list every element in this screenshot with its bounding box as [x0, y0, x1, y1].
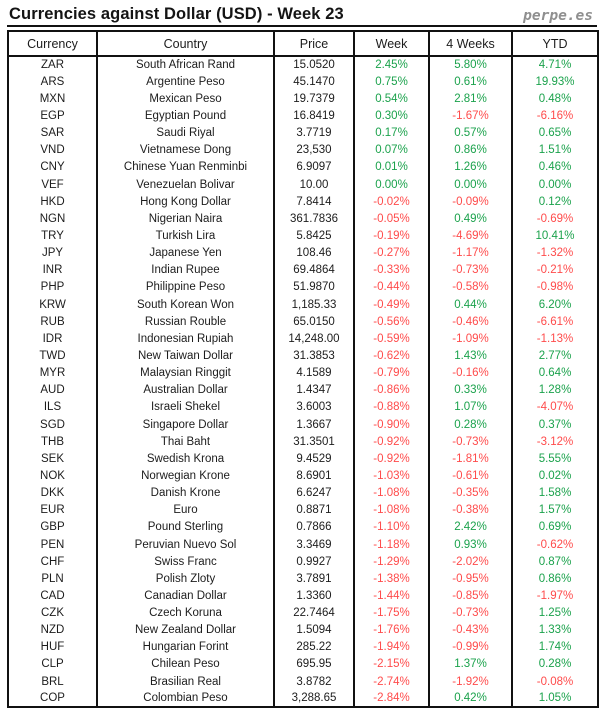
- table-row: [8, 296, 598, 313]
- currency-code-cell: ZAR: [8, 56, 97, 73]
- four-weeks-change-cell: 0.93%: [429, 536, 512, 553]
- price-cell: 108.46: [274, 245, 354, 262]
- week-change-cell: -1.76%: [354, 622, 429, 639]
- ytd-change-cell: -1.13%: [512, 330, 598, 347]
- week-change-cell: -1.38%: [354, 570, 429, 587]
- ytd-change-cell: 0.65%: [512, 125, 598, 142]
- site-logo: perpe.es: [523, 8, 593, 24]
- ytd-change-cell: 1.05%: [512, 690, 598, 707]
- table-row: [8, 553, 598, 570]
- week-change-cell: -0.79%: [354, 365, 429, 382]
- four-weeks-change-cell: 1.37%: [429, 656, 512, 673]
- country-cell: Peruvian Nuevo Sol: [97, 536, 274, 553]
- four-weeks-change-cell: -0.16%: [429, 365, 512, 382]
- four-weeks-change-cell: -1.67%: [429, 107, 512, 124]
- price-cell: 7.8414: [274, 193, 354, 210]
- currency-code-cell: NGN: [8, 210, 97, 227]
- table-row: [8, 330, 598, 347]
- price-cell: 5.8425: [274, 227, 354, 244]
- four-weeks-change-cell: 0.42%: [429, 690, 512, 707]
- country-cell: Vietnamese Dong: [97, 142, 274, 159]
- country-cell: Philippine Peso: [97, 279, 274, 296]
- ytd-change-cell: 0.02%: [512, 467, 598, 484]
- price-cell: 23,530: [274, 142, 354, 159]
- currency-code-cell: INR: [8, 262, 97, 279]
- currency-code-cell: EUR: [8, 502, 97, 519]
- ytd-change-cell: 1.58%: [512, 485, 598, 502]
- currency-code-cell: CZK: [8, 605, 97, 622]
- ytd-change-cell: 0.87%: [512, 553, 598, 570]
- country-cell: Israeli Shekel: [97, 399, 274, 416]
- currency-code-cell: HUF: [8, 639, 97, 656]
- currency-code-cell: RUB: [8, 313, 97, 330]
- price-cell: 1,185.33: [274, 296, 354, 313]
- country-cell: Venezuelan Bolivar: [97, 176, 274, 193]
- price-cell: 3.7891: [274, 570, 354, 587]
- currency-code-cell: MXN: [8, 90, 97, 107]
- four-weeks-change-cell: -2.02%: [429, 553, 512, 570]
- table-row: [8, 639, 598, 656]
- table-row: [8, 467, 598, 484]
- week-change-cell: 0.30%: [354, 107, 429, 124]
- ytd-change-cell: -0.21%: [512, 262, 598, 279]
- table-header-row: [8, 31, 598, 56]
- table-row: [8, 210, 598, 227]
- four-weeks-change-cell: 0.57%: [429, 125, 512, 142]
- week-change-cell: -0.59%: [354, 330, 429, 347]
- currency-code-cell: NZD: [8, 622, 97, 639]
- four-weeks-change-cell: 2.42%: [429, 519, 512, 536]
- country-cell: New Zealand Dollar: [97, 622, 274, 639]
- week-change-cell: -0.62%: [354, 347, 429, 364]
- week-change-cell: 2.45%: [354, 56, 429, 73]
- currency-code-cell: TRY: [8, 227, 97, 244]
- four-weeks-change-cell: -0.09%: [429, 193, 512, 210]
- country-cell: Indonesian Rupiah: [97, 330, 274, 347]
- currency-code-cell: PEN: [8, 536, 97, 553]
- four-weeks-change-cell: 5.80%: [429, 56, 512, 73]
- four-weeks-change-cell: 1.07%: [429, 399, 512, 416]
- ytd-change-cell: 0.46%: [512, 159, 598, 176]
- ytd-change-cell: 1.28%: [512, 382, 598, 399]
- ytd-change-cell: 1.57%: [512, 502, 598, 519]
- price-cell: 695.95: [274, 656, 354, 673]
- country-cell: Indian Rupee: [97, 262, 274, 279]
- table-row: [8, 142, 598, 159]
- week-change-cell: -0.27%: [354, 245, 429, 262]
- ytd-change-cell: 0.12%: [512, 193, 598, 210]
- country-cell: Chilean Peso: [97, 656, 274, 673]
- ytd-change-cell: -0.69%: [512, 210, 598, 227]
- currency-code-cell: EGP: [8, 107, 97, 124]
- ytd-change-cell: 1.25%: [512, 605, 598, 622]
- currency-code-cell: THB: [8, 433, 97, 450]
- four-weeks-change-cell: -1.17%: [429, 245, 512, 262]
- column-header-country: Country: [97, 31, 274, 56]
- currency-code-cell: KRW: [8, 296, 97, 313]
- price-cell: 9.4529: [274, 450, 354, 467]
- country-cell: Colombian Peso: [97, 690, 274, 707]
- four-weeks-change-cell: -0.85%: [429, 587, 512, 604]
- week-change-cell: -2.15%: [354, 656, 429, 673]
- ytd-change-cell: 0.48%: [512, 90, 598, 107]
- table-row: [8, 245, 598, 262]
- week-change-cell: -0.90%: [354, 416, 429, 433]
- currency-code-cell: SAR: [8, 125, 97, 142]
- week-change-cell: -0.33%: [354, 262, 429, 279]
- currency-code-cell: PLN: [8, 570, 97, 587]
- price-cell: 19.7379: [274, 90, 354, 107]
- price-cell: 31.3501: [274, 433, 354, 450]
- four-weeks-change-cell: -4.69%: [429, 227, 512, 244]
- price-cell: 3.8782: [274, 673, 354, 690]
- column-header-price: Price: [274, 31, 354, 56]
- table-row: [8, 536, 598, 553]
- four-weeks-change-cell: -0.61%: [429, 467, 512, 484]
- price-cell: 16.8419: [274, 107, 354, 124]
- ytd-change-cell: -1.97%: [512, 587, 598, 604]
- country-cell: Norwegian Krone: [97, 467, 274, 484]
- table-row: [8, 519, 598, 536]
- column-header-ytd: YTD: [512, 31, 598, 56]
- table-row: [8, 107, 598, 124]
- price-cell: 0.9927: [274, 553, 354, 570]
- price-cell: 31.3853: [274, 347, 354, 364]
- country-cell: Turkish Lira: [97, 227, 274, 244]
- price-cell: 3.3469: [274, 536, 354, 553]
- ytd-change-cell: -6.16%: [512, 107, 598, 124]
- week-change-cell: -1.08%: [354, 502, 429, 519]
- currency-code-cell: AUD: [8, 382, 97, 399]
- table-row: [8, 587, 598, 604]
- ytd-change-cell: -3.12%: [512, 433, 598, 450]
- currency-code-cell: HKD: [8, 193, 97, 210]
- currency-code-cell: NOK: [8, 467, 97, 484]
- country-cell: Polish Zloty: [97, 570, 274, 587]
- four-weeks-change-cell: -0.73%: [429, 605, 512, 622]
- table-row: [8, 347, 598, 364]
- currency-code-cell: ARS: [8, 73, 97, 90]
- week-change-cell: -1.08%: [354, 485, 429, 502]
- week-change-cell: 0.17%: [354, 125, 429, 142]
- country-cell: Chinese Yuan Renminbi: [97, 159, 274, 176]
- price-cell: 6.9097: [274, 159, 354, 176]
- country-cell: Russian Rouble: [97, 313, 274, 330]
- currency-code-cell: MYR: [8, 365, 97, 382]
- four-weeks-change-cell: 0.00%: [429, 176, 512, 193]
- price-cell: 1.3360: [274, 587, 354, 604]
- currency-code-cell: CLP: [8, 656, 97, 673]
- currency-code-cell: COP: [8, 690, 97, 707]
- ytd-change-cell: 0.86%: [512, 570, 598, 587]
- price-cell: 1.4347: [274, 382, 354, 399]
- four-weeks-change-cell: -0.99%: [429, 639, 512, 656]
- currency-code-cell: CAD: [8, 587, 97, 604]
- currency-code-cell: PHP: [8, 279, 97, 296]
- week-change-cell: 0.01%: [354, 159, 429, 176]
- ytd-change-cell: 4.71%: [512, 56, 598, 73]
- table-row: [8, 262, 598, 279]
- country-cell: Hungarian Forint: [97, 639, 274, 656]
- ytd-change-cell: 0.37%: [512, 416, 598, 433]
- week-change-cell: -1.10%: [354, 519, 429, 536]
- four-weeks-change-cell: 1.26%: [429, 159, 512, 176]
- week-change-cell: -0.49%: [354, 296, 429, 313]
- week-change-cell: -2.84%: [354, 690, 429, 707]
- table-row: [8, 433, 598, 450]
- column-header-4-weeks: 4 Weeks: [429, 31, 512, 56]
- country-cell: Czech Koruna: [97, 605, 274, 622]
- country-cell: Swedish Krona: [97, 450, 274, 467]
- price-cell: 3.6003: [274, 399, 354, 416]
- price-cell: 1.5094: [274, 622, 354, 639]
- currency-code-cell: BRL: [8, 673, 97, 690]
- ytd-change-cell: -0.08%: [512, 673, 598, 690]
- country-cell: Swiss Franc: [97, 553, 274, 570]
- price-cell: 285.22: [274, 639, 354, 656]
- four-weeks-change-cell: -0.73%: [429, 433, 512, 450]
- table-row: [8, 399, 598, 416]
- ytd-change-cell: 0.64%: [512, 365, 598, 382]
- country-cell: Saudi Riyal: [97, 125, 274, 142]
- ytd-change-cell: 0.00%: [512, 176, 598, 193]
- country-cell: Nigerian Naira: [97, 210, 274, 227]
- four-weeks-change-cell: 0.44%: [429, 296, 512, 313]
- ytd-change-cell: -0.98%: [512, 279, 598, 296]
- four-weeks-change-cell: 0.28%: [429, 416, 512, 433]
- country-cell: Thai Baht: [97, 433, 274, 450]
- table-body: [8, 56, 598, 707]
- week-change-cell: 0.00%: [354, 176, 429, 193]
- currency-table: [7, 30, 599, 708]
- country-cell: Euro: [97, 502, 274, 519]
- week-change-cell: -1.18%: [354, 536, 429, 553]
- ytd-change-cell: 10.41%: [512, 227, 598, 244]
- week-change-cell: -1.75%: [354, 605, 429, 622]
- currency-code-cell: CHF: [8, 553, 97, 570]
- four-weeks-change-cell: 1.43%: [429, 347, 512, 364]
- country-cell: Mexican Peso: [97, 90, 274, 107]
- country-cell: Singapore Dollar: [97, 416, 274, 433]
- country-cell: Danish Krone: [97, 485, 274, 502]
- week-change-cell: -0.92%: [354, 433, 429, 450]
- ytd-change-cell: -0.62%: [512, 536, 598, 553]
- table-row: [8, 450, 598, 467]
- currency-code-cell: CNY: [8, 159, 97, 176]
- country-cell: Argentine Peso: [97, 73, 274, 90]
- four-weeks-change-cell: -0.35%: [429, 485, 512, 502]
- price-cell: 15.0520: [274, 56, 354, 73]
- ytd-change-cell: 1.51%: [512, 142, 598, 159]
- price-cell: 45.1470: [274, 73, 354, 90]
- week-change-cell: -1.03%: [354, 467, 429, 484]
- country-cell: Brasilian Real: [97, 673, 274, 690]
- table-row: [8, 56, 598, 73]
- price-cell: 22.7464: [274, 605, 354, 622]
- column-header-week: Week: [354, 31, 429, 56]
- currency-code-cell: SEK: [8, 450, 97, 467]
- four-weeks-change-cell: -0.38%: [429, 502, 512, 519]
- table-row: [8, 159, 598, 176]
- ytd-change-cell: 1.74%: [512, 639, 598, 656]
- four-weeks-change-cell: -1.92%: [429, 673, 512, 690]
- four-weeks-change-cell: -0.58%: [429, 279, 512, 296]
- country-cell: Malaysian Ringgit: [97, 365, 274, 382]
- week-change-cell: -1.94%: [354, 639, 429, 656]
- country-cell: Hong Kong Dollar: [97, 193, 274, 210]
- four-weeks-change-cell: 0.49%: [429, 210, 512, 227]
- four-weeks-change-cell: -0.43%: [429, 622, 512, 639]
- country-cell: South Korean Won: [97, 296, 274, 313]
- price-cell: 69.4864: [274, 262, 354, 279]
- four-weeks-change-cell: -1.81%: [429, 450, 512, 467]
- price-cell: 4.1589: [274, 365, 354, 382]
- table-row: [8, 90, 598, 107]
- week-change-cell: -0.92%: [354, 450, 429, 467]
- currency-code-cell: SGD: [8, 416, 97, 433]
- table-row: [8, 502, 598, 519]
- table-row: [8, 570, 598, 587]
- country-cell: Canadian Dollar: [97, 587, 274, 604]
- ytd-change-cell: 0.28%: [512, 656, 598, 673]
- table-row: [8, 673, 598, 690]
- four-weeks-change-cell: 2.81%: [429, 90, 512, 107]
- week-change-cell: -0.56%: [354, 313, 429, 330]
- week-change-cell: -1.29%: [354, 553, 429, 570]
- week-change-cell: -0.88%: [354, 399, 429, 416]
- country-cell: Egyptian Pound: [97, 107, 274, 124]
- country-cell: Australian Dollar: [97, 382, 274, 399]
- table-row: [8, 690, 598, 707]
- price-cell: 3.7719: [274, 125, 354, 142]
- four-weeks-change-cell: 0.86%: [429, 142, 512, 159]
- table-row: [8, 605, 598, 622]
- price-cell: 1.3667: [274, 416, 354, 433]
- currency-code-cell: IDR: [8, 330, 97, 347]
- four-weeks-change-cell: -0.46%: [429, 313, 512, 330]
- currency-code-cell: VND: [8, 142, 97, 159]
- currency-code-cell: GBP: [8, 519, 97, 536]
- price-cell: 8.6901: [274, 467, 354, 484]
- price-cell: 361.7836: [274, 210, 354, 227]
- ytd-change-cell: 0.69%: [512, 519, 598, 536]
- currency-code-cell: TWD: [8, 347, 97, 364]
- ytd-change-cell: 2.77%: [512, 347, 598, 364]
- table-header: [8, 31, 598, 56]
- four-weeks-change-cell: 0.61%: [429, 73, 512, 90]
- price-cell: 51.9870: [274, 279, 354, 296]
- week-change-cell: -2.74%: [354, 673, 429, 690]
- currency-code-cell: JPY: [8, 245, 97, 262]
- price-cell: 65.0150: [274, 313, 354, 330]
- country-cell: Pound Sterling: [97, 519, 274, 536]
- week-change-cell: -1.44%: [354, 587, 429, 604]
- week-change-cell: -0.05%: [354, 210, 429, 227]
- ytd-change-cell: 19.93%: [512, 73, 598, 90]
- table-row: [8, 382, 598, 399]
- price-cell: 3,288.65: [274, 690, 354, 707]
- four-weeks-change-cell: -0.73%: [429, 262, 512, 279]
- ytd-change-cell: -6.61%: [512, 313, 598, 330]
- table-row: [8, 313, 598, 330]
- price-cell: 6.6247: [274, 485, 354, 502]
- ytd-change-cell: -4.07%: [512, 399, 598, 416]
- price-cell: 10.00: [274, 176, 354, 193]
- four-weeks-change-cell: 0.33%: [429, 382, 512, 399]
- week-change-cell: -0.44%: [354, 279, 429, 296]
- week-change-cell: 0.54%: [354, 90, 429, 107]
- ytd-change-cell: -1.32%: [512, 245, 598, 262]
- ytd-change-cell: 6.20%: [512, 296, 598, 313]
- ytd-change-cell: 1.33%: [512, 622, 598, 639]
- table-row: [8, 622, 598, 639]
- table-row: [8, 193, 598, 210]
- currency-code-cell: VEF: [8, 176, 97, 193]
- country-cell: Japanese Yen: [97, 245, 274, 262]
- price-cell: 14,248.00: [274, 330, 354, 347]
- table-row: [8, 656, 598, 673]
- country-cell: New Taiwan Dollar: [97, 347, 274, 364]
- week-change-cell: 0.07%: [354, 142, 429, 159]
- week-change-cell: 0.75%: [354, 73, 429, 90]
- ytd-change-cell: 5.55%: [512, 450, 598, 467]
- four-weeks-change-cell: -0.95%: [429, 570, 512, 587]
- table-row: [8, 279, 598, 296]
- column-header-currency: Currency: [8, 31, 97, 56]
- table-row: [8, 416, 598, 433]
- currency-code-cell: ILS: [8, 399, 97, 416]
- table-row: [8, 176, 598, 193]
- page-title: Currencies against Dollar (USD) - Week 23: [9, 5, 344, 23]
- table-row: [8, 365, 598, 382]
- title-bar: [7, 3, 597, 27]
- price-cell: 0.8871: [274, 502, 354, 519]
- country-cell: South African Rand: [97, 56, 274, 73]
- table-row: [8, 125, 598, 142]
- week-change-cell: -0.19%: [354, 227, 429, 244]
- table-row: [8, 485, 598, 502]
- week-change-cell: -0.86%: [354, 382, 429, 399]
- price-cell: 0.7866: [274, 519, 354, 536]
- table-row: [8, 227, 598, 244]
- four-weeks-change-cell: -1.09%: [429, 330, 512, 347]
- table-row: [8, 73, 598, 90]
- currency-code-cell: DKK: [8, 485, 97, 502]
- week-change-cell: -0.02%: [354, 193, 429, 210]
